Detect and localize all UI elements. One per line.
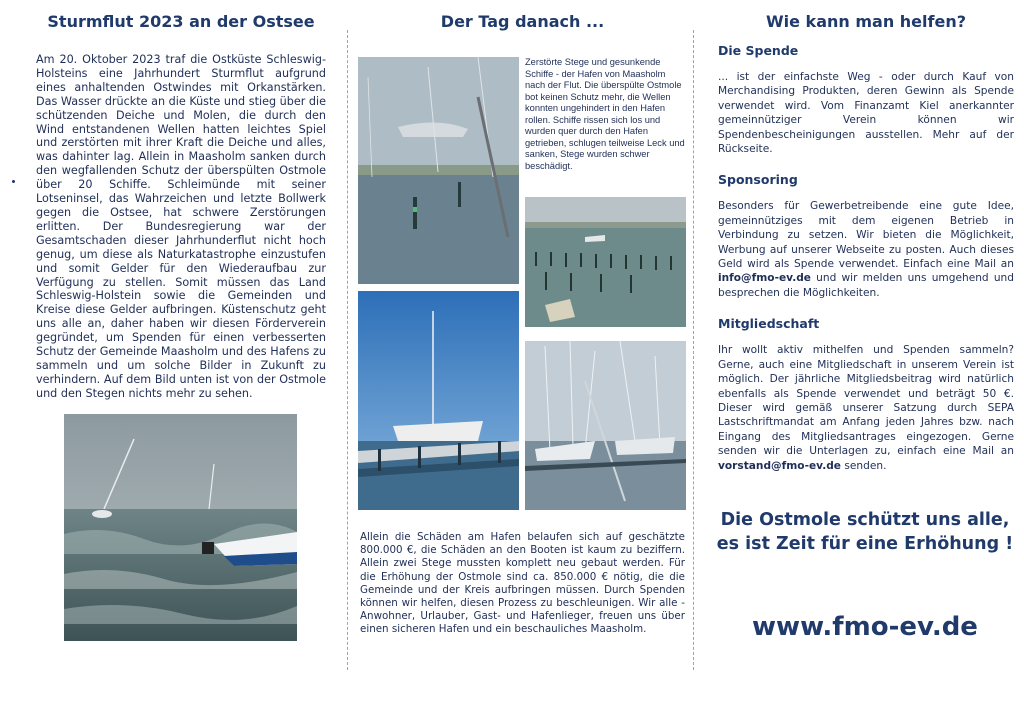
website-link[interactable]: www.fmo-ev.de [752,612,978,642]
mitglied-text [718,343,1014,473]
column-tag-danach [360,0,685,31]
column-sturmflut [36,0,326,401]
sturmflut-text: Am 20. Oktober 2023 traf die Ostküste Schleswig-Holsteins eine Jahrhundert Sturmflut aufgrund eines anhaltenden Ostwindes mit Orkanstärken. Das Wasser drückte an die Küste und stieg über die schützenden Deiche und Molen, die durch den Wind entstandenen Wellen hatten leichtes Spiel und zerstörten mit ihrer Kraft die Deiche und alles, was dahinter lag. Allein in Maasholm sanken durch den wegfallenden Schutz der überspülten Ostmole über 20 Schiffe. Schleimünde mit seiner Lotseninsel, das Wahrzeichen und letzte Bollwerk gegen die Ostsee, hat schwere Zerstörungen erlitten. Der Bundesregierung war der Gesamtschaden dieser Jahrhunderflut nicht hoch genug, um diese als Naturkatastrophe einzustufen und somit Gelder für den Wiederaufbau zur Verfügung zu stellen. Somit müssen das Land Schleswig-Holstein sowie die Gemeinden und Kreise diese Gelder aufbringen. Küstenschutz geht uns alle an, daher haben wir diesen Förderverein gegründet, um Spenden für einen verbesserten Schutz der Gemeinde Maasholm und des Hafens zu sammeln und um solche Bilder in Zukunft zu verhindern. Auf dem Bild unten ist von der Ostmole und den Stegen nichts mehr zu sehen. [36,53,326,400]
heading-tag-danach: Der Tag danach ... [440,12,605,31]
bullet-dot [12,180,15,183]
vorstand-mail-link[interactable]: vorstand@fmo-ev.de [718,459,841,472]
mitglied-text-a: Ihr wollt aktiv mithelfen und Spenden sammeln? Gerne, auch eine Mitgliedschaft in unserem Verein ist möglich. Der jährliche Mitgliedsbeitrag wird natürlich ebenfalls als Spende verwendet und beträgt 50 €. Dieser wird gemäß unserer Satzung durch SEPA Lastschriftmandat am Anfang jeden Jahres bzw. nach Eingang des Mitgliedsantrages eingezogen. Gerne senden wir die Unterlagen zu, einfach eine Mail an [718,344,1014,458]
slogan-block [706,508,1024,556]
website-block [706,612,1024,642]
slogan-line-1: Die Ostmole schützt uns alle, [720,510,1010,530]
photo-sailboat-jetty [358,291,519,510]
photo-caption: Zerstörte Stege und gesunkende Schiffe - der Hafen von Maasholm nach der Flut. Die überspülte Ostmole bot keinen Schutz mehr, die Wellen konnten ungehindert in den Hafen rollen. Schiffe rissen sich los und wurden quer durch den Hafen getrieben, schlugen teilweise Leck und sanken, Stege wurden schwer beschädigt. [525,57,685,171]
heading-helfen: Wie kann man helfen? [766,12,966,31]
info-mail-link[interactable]: info@fmo-ev.de [718,272,811,285]
column-divider-2 [693,30,694,670]
heading-spende: Die Spende [718,43,799,58]
sponsoring-text [718,199,1014,300]
sponsoring-text-b: und wir melden uns umgehend und besprechen die Möglichkeiten. [718,272,1014,299]
damage-box [360,531,685,637]
slogan-line-2: es ist Zeit für eine Erhöhung ! [716,534,1014,554]
heading-mitgliedschaft: Mitgliedschaft [718,316,820,332]
sponsoring-text-a: Besonders für Gewerbetreibende eine gute Idee, gemeinnütziges mit dem eigenen Betrieb in Verbindung zu setzen. Wir bieten die Möglichkeit, Werbung auf unserer Webseite zu posten. Auch dieses Geld wird als Spende verwendet. Einfach eine Mail an [718,200,1014,271]
photo-storm-harbor [64,414,297,641]
caption-box [525,57,685,172]
photo-sunken-jetty [358,57,519,284]
photo-tilted-masts [525,341,686,510]
mitglied-text-b: senden. [841,459,887,472]
column-divider-1 [347,30,348,670]
photo-flooded-moorings [525,197,686,327]
spende-text: ... ist der einfachste Weg - oder durch Kauf von Merchandising Produkten, deren Gewinn als Spende verwendet wird. Vom Finanzamt Kiel anerkannter gemeinnütziger Verein können wir Spendenbescheinigungen ausstellen. Mehr auf der Rückseite. [718,71,1014,156]
heading-sponsoring: Sponsoring [718,172,798,188]
damage-text: Allein die Schäden am Hafen belaufen sich auf geschätzte 800.000 €, die Schäden an den Booten ist kaum zu beziffern. Allein zwei Stege mussten komplett neu gebaut werden. Für die Erhöhung der Ostmole sind ca. 850.000 € nötig, die die Gemeinde und der Kreis aufbringen müssen. Durch Spenden können wir helfen, diesen Prozess zu beschleunigen. Wir alle - Anwohner, Urlauber, Gast- und Hafenlieger, freuen uns über einen sicheren Hafen und ein beschauliches Maasholm. [360,531,685,636]
heading-sturmflut: Sturmflut 2023 an der Ostsee [47,12,315,31]
column-helfen [718,0,1014,473]
